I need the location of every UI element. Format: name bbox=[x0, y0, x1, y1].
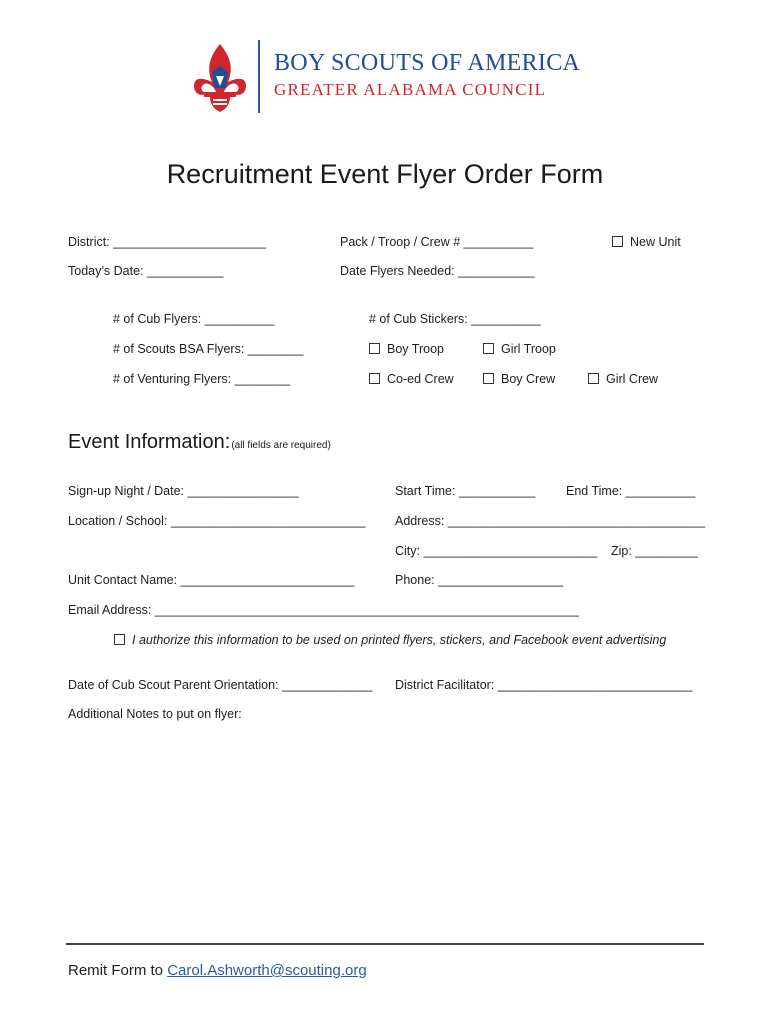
start-time-field[interactable]: Start Time: ___________ bbox=[395, 484, 536, 498]
email-field[interactable]: Email Address: _____________________________________________________________ bbox=[68, 603, 579, 617]
event-info-heading bbox=[68, 431, 331, 454]
zip-field[interactable]: Zip: _________ bbox=[611, 544, 698, 558]
footer-divider bbox=[66, 943, 704, 945]
cub-flyers-field[interactable]: # of Cub Flyers: __________ bbox=[113, 312, 275, 326]
venturing-flyers-field[interactable]: # of Venturing Flyers: ________ bbox=[113, 372, 291, 386]
location-field[interactable]: Location / School: ____________________________ bbox=[68, 514, 366, 528]
district-field[interactable]: District: ______________________ bbox=[68, 235, 267, 249]
new-unit-label: New Unit bbox=[630, 235, 681, 249]
fleur-de-lis-icon bbox=[190, 42, 250, 114]
org-name: BOY SCOUTS OF AMERICA bbox=[274, 50, 581, 76]
city-field[interactable]: City: _________________________ bbox=[395, 544, 598, 558]
girl-crew-option[interactable] bbox=[588, 371, 658, 387]
authorize-label: I authorize this information to be used on printed flyers, stickers, and Facebook event advertising bbox=[132, 633, 667, 647]
girl-crew-label: Girl Crew bbox=[606, 372, 659, 386]
cub-stickers-field[interactable]: # of Cub Stickers: __________ bbox=[369, 312, 541, 326]
parent-orientation-field[interactable]: Date of Cub Scout Parent Orientation: _____________ bbox=[68, 678, 373, 692]
boy-crew-option[interactable] bbox=[483, 371, 555, 387]
checkbox-icon[interactable] bbox=[483, 373, 494, 384]
unit-contact-field[interactable]: Unit Contact Name: _________________________ bbox=[68, 573, 355, 587]
checkbox-icon[interactable] bbox=[114, 634, 125, 645]
new-unit-option[interactable] bbox=[612, 234, 681, 250]
event-info-note: (all fields are required) bbox=[231, 440, 331, 451]
remit-label: Remit Form to bbox=[68, 962, 168, 979]
coed-crew-option[interactable] bbox=[369, 371, 454, 387]
checkbox-icon[interactable] bbox=[612, 236, 623, 247]
logo-divider bbox=[258, 40, 260, 113]
boy-crew-label: Boy Crew bbox=[501, 372, 556, 386]
checkbox-icon[interactable] bbox=[369, 343, 380, 354]
checkbox-icon[interactable] bbox=[483, 343, 494, 354]
date-flyers-needed-field[interactable]: Date Flyers Needed: ___________ bbox=[340, 264, 535, 278]
coed-crew-label: Co-ed Crew bbox=[387, 372, 454, 386]
boy-troop-option[interactable] bbox=[369, 341, 444, 357]
remit-line bbox=[68, 962, 367, 979]
girl-troop-label: Girl Troop bbox=[501, 342, 556, 356]
end-time-field[interactable]: End Time: __________ bbox=[566, 484, 696, 498]
remit-email-link[interactable]: Carol.Ashworth@scouting.org bbox=[167, 962, 367, 979]
additional-notes-label: Additional Notes to put on flyer: bbox=[68, 707, 242, 721]
authorize-option[interactable] bbox=[114, 632, 666, 648]
todays-date-field[interactable]: Today’s Date: ___________ bbox=[68, 264, 224, 278]
council-name: GREATER ALABAMA COUNCIL bbox=[274, 80, 547, 99]
bsa-logo bbox=[188, 40, 588, 116]
pack-troop-crew-field[interactable]: Pack / Troop / Crew # __________ bbox=[340, 235, 534, 249]
phone-field[interactable]: Phone: __________________ bbox=[395, 573, 564, 587]
page-title: Recruitment Event Flyer Order Form bbox=[166, 159, 604, 189]
boy-troop-label: Boy Troop bbox=[387, 342, 444, 356]
signup-night-field[interactable]: Sign-up Night / Date: ________________ bbox=[68, 484, 299, 498]
address-field[interactable]: Address: _____________________________________ bbox=[395, 514, 706, 528]
district-facilitator-field[interactable]: District Facilitator: ____________________________ bbox=[395, 678, 693, 692]
event-info-title: Event Information: bbox=[68, 431, 231, 453]
scouts-bsa-flyers-field[interactable]: # of Scouts BSA Flyers: ________ bbox=[113, 342, 304, 356]
girl-troop-option[interactable] bbox=[483, 341, 556, 357]
checkbox-icon[interactable] bbox=[369, 373, 380, 384]
checkbox-icon[interactable] bbox=[588, 373, 599, 384]
